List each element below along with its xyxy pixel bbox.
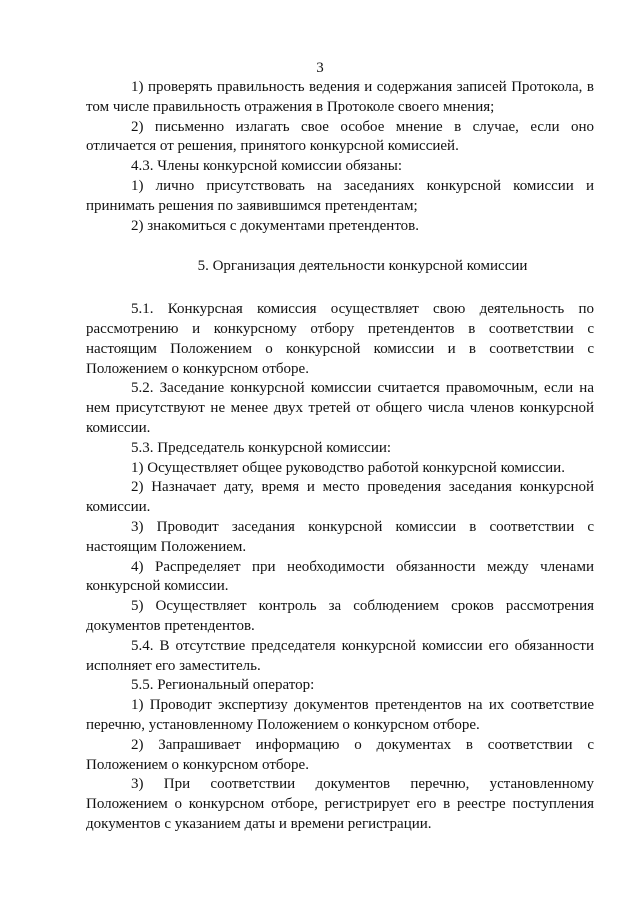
paragraph-5-1: 5.1. Конкурсная комиссия осуществляет свою деятельность по рассмотрению и конкурсному отбору претендентов в соответствии с настоящим Положением о конкурсной комиссии и в соответствии с Положением о конкурсном отборе. bbox=[86, 301, 594, 377]
paragraph-4-2-item-2: 2) письменно излагать свое особое мнение в случае, если оно отличается от решения, принятого конкурсной комиссией. bbox=[86, 118, 594, 155]
paragraph-5-3-item-3: 3) Проводит заседания конкурсной комиссии в соответствии с настоящим Положением. bbox=[86, 518, 594, 555]
paragraph-5-2: 5.2. Заседание конкурсной комиссии считается правомочным, если на нем присутствуют не менее двух третей от общего числа членов конкурсной комиссии. bbox=[86, 380, 594, 436]
paragraph-5-3-item-4: 4) Распределяет при необходимости обязанности между членами конкурсной комиссии. bbox=[86, 558, 594, 595]
document-body bbox=[86, 78, 594, 835]
paragraph-5-5-item-3: 3) При соответствии документов перечню, установленному Положением о конкурсном отборе, регистрирует его в реестре поступления документов с указанием даты и времени регистрации. bbox=[86, 776, 594, 832]
paragraph-4-2-item-1: 1) проверять правильность ведения и содержания записей Протокола, в том числе правильность отражения в Протоколе своего мнения; bbox=[86, 79, 594, 115]
paragraph-5-5-item-1: 1) Проводит экспертизу документов претендентов на их соответствие перечню, установленному Положением о конкурсном отборе. bbox=[86, 697, 594, 733]
paragraph-5-3-item-1: 1) Осуществляет общее руководство работой конкурсной комиссии. bbox=[131, 459, 565, 476]
paragraph-4-3: 4.3. Члены конкурсной комиссии обязаны: bbox=[131, 158, 402, 175]
paragraph-5-3-item-5: 5) Осуществляет контроль за соблюдением сроков рассмотрения документов претендентов. bbox=[86, 598, 594, 634]
paragraph-5-5-item-2: 2) Запрашивает информацию о документах в соответствии с Положением о конкурсном отборе. bbox=[86, 736, 594, 773]
page-number: 3 bbox=[316, 60, 324, 76]
paragraph-5-4: 5.4. В отсутствие председателя конкурсной комиссии его обязанности исполняет его заместитель. bbox=[86, 637, 594, 674]
paragraph-4-3-item-1: 1) лично присутствовать на заседаниях конкурсной комиссии и принимать решения по заявившимся претендентам; bbox=[86, 177, 594, 214]
paragraph-4-3-item-2: 2) знакомиться с документами претендентов. bbox=[131, 217, 420, 234]
section-heading: 5. Организация деятельности конкурсной комиссии bbox=[197, 258, 528, 275]
paragraph-5-3-item-2: 2) Назначает дату, время и место проведения заседания конкурсной комиссии. bbox=[86, 479, 594, 516]
paragraph-5-3: 5.3. Председатель конкурсной комиссии: bbox=[131, 439, 392, 456]
paragraph-5-5: 5.5. Региональный оператор: bbox=[131, 677, 315, 694]
